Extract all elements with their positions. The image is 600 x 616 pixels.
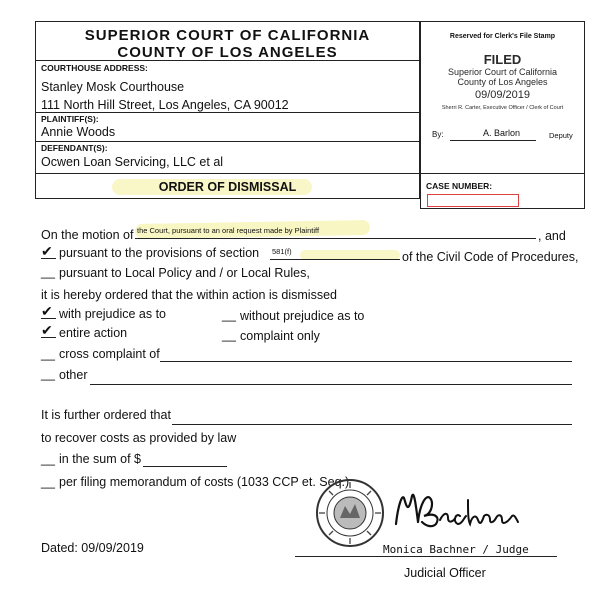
court-title-line1: SUPERIOR COURT OF CALIFORNIA <box>84 27 371 44</box>
stamp-line2: County of Los Angeles <box>457 77 548 87</box>
without-prejudice: without prejudice as to <box>240 309 365 323</box>
sum-underline[interactable] <box>143 466 227 467</box>
stamp-by-name: A. Barlon <box>483 128 521 138</box>
stamp-deputy-label: Deputy <box>549 131 573 140</box>
section-value: 581(f) <box>272 247 292 256</box>
divider-defendant <box>35 141 420 142</box>
plaintiff-label: PLAINTIFF(S): <box>41 114 99 124</box>
sum-blank[interactable]: __ <box>41 452 55 466</box>
defendant-label: DEFENDANT(S): <box>41 143 108 153</box>
divider-courthouse <box>35 60 420 61</box>
ordered-text: it is hereby ordered that the within action is dismissed <box>41 288 337 302</box>
divider-case-number <box>420 173 585 174</box>
section-prefix: pursuant to the provisions of section <box>59 246 260 260</box>
with-prejudice: with prejudice as to <box>59 307 167 321</box>
stamp-by-line <box>450 140 536 141</box>
with-prejudice-check-line <box>41 318 56 319</box>
cross-complaint-blank[interactable]: __ <box>41 347 55 361</box>
entire-action: entire action <box>59 326 128 340</box>
stamp-filed: FILED <box>483 52 522 67</box>
sum-label: in the sum of $ <box>59 452 141 466</box>
stamp-officer: Sherri R. Carter, Executive Officer / Clerk of Court <box>441 105 564 111</box>
case-number-label: CASE NUMBER: <box>426 181 493 191</box>
memo-blank[interactable]: __ <box>41 475 55 489</box>
plaintiff-value: Annie Woods <box>41 125 116 139</box>
other-blank[interactable]: __ <box>41 367 55 381</box>
cross-complaint-underline[interactable] <box>160 361 572 362</box>
section-suffix: of the Civil Code of Procedures, <box>402 250 579 264</box>
further-ordered: It is further ordered that <box>41 408 171 422</box>
courthouse-label: COURTHOUSE ADDRESS: <box>41 63 148 73</box>
entire-action-check-line <box>41 337 56 338</box>
further-ordered-underline[interactable] <box>172 424 572 425</box>
complaint-only-blank[interactable]: __ <box>222 328 236 342</box>
stamp-by-label: By: <box>432 130 444 139</box>
defendant-value: Ocwen Loan Servicing, LLC et al <box>41 155 224 169</box>
other-underline[interactable] <box>90 384 572 385</box>
judicial-officer: Judicial Officer <box>404 566 486 580</box>
motion-suffix: , and <box>538 229 566 243</box>
complaint-only: complaint only <box>240 329 320 343</box>
section-check-line <box>41 258 56 259</box>
courthouse-name: Stanley Mosk Courthouse <box>41 80 185 94</box>
cross-complaint: cross complaint of <box>59 347 160 361</box>
order-title: ORDER OF DISMISSAL <box>158 180 297 194</box>
divider-title <box>35 173 420 174</box>
section-check[interactable]: ✔ <box>41 243 53 259</box>
court-title-line2: COUNTY OF LOS ANGELES <box>117 44 338 61</box>
section-underline <box>270 259 400 260</box>
without-prejudice-blank[interactable]: __ <box>222 308 236 322</box>
local-policy: pursuant to Local Policy and / or Local Rules, <box>59 266 310 280</box>
case-number-field[interactable] <box>427 194 519 207</box>
judge-name: Monica Bachner / Judge <box>383 543 529 556</box>
filed-stamp <box>420 52 585 111</box>
courthouse-street: 111 North Hill Street, Los Angeles, CA 90012 <box>41 98 289 112</box>
signature-line <box>295 556 557 557</box>
motion-value: the Court, pursuant to an oral request made by Plaintiff <box>137 226 320 235</box>
local-policy-blank[interactable]: __ <box>41 265 55 279</box>
motion-prefix: On the motion of <box>41 228 134 242</box>
with-prejudice-check[interactable]: ✔ <box>41 303 53 319</box>
stamp-line1: Superior Court of California <box>447 67 558 77</box>
clerk-stamp-label: Reserved for Clerk's File Stamp <box>449 33 556 40</box>
recover-costs: to recover costs as provided by law <box>41 431 237 445</box>
dated: Dated: 09/09/2019 <box>41 541 144 555</box>
judge-signature <box>388 486 563 536</box>
other-label: other <box>59 368 88 382</box>
divider-plaintiff <box>35 112 420 113</box>
entire-action-check[interactable]: ✔ <box>41 322 53 338</box>
memo-label: per filing memorandum of costs (1033 CCP et. Seq.) <box>59 475 350 489</box>
motion-underline <box>135 238 536 239</box>
court-seal <box>315 478 385 548</box>
stamp-date: 09/09/2019 <box>474 89 531 101</box>
